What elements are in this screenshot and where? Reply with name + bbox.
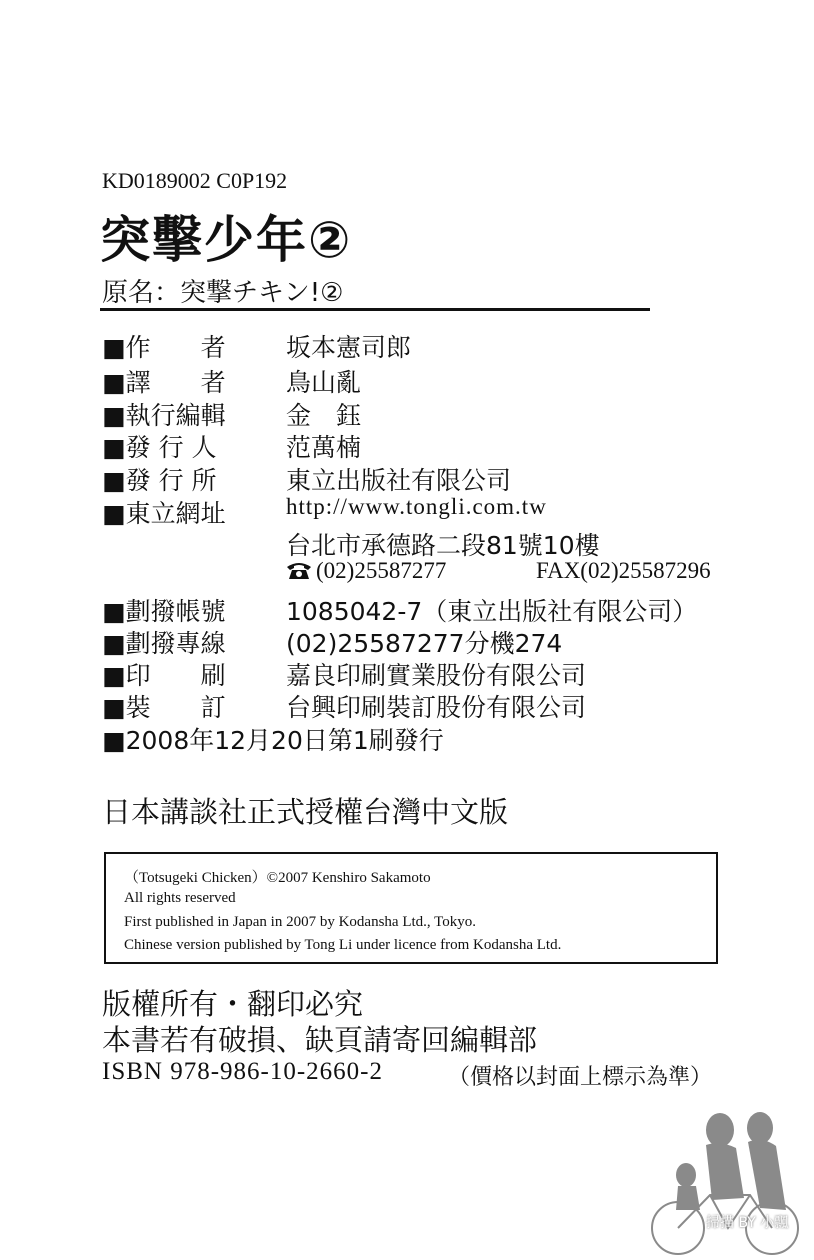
credit-value: 東立出版社有限公司 (286, 466, 512, 495)
credit-value: 范萬楠 (286, 433, 362, 462)
rights-reserved: 版權所有・翻印必究 (102, 987, 364, 1021)
copyright-line: All rights reserved (124, 890, 236, 906)
telephone-icon (286, 560, 312, 580)
credit-label: ■東立網址 (102, 499, 226, 528)
phone-line (286, 558, 446, 584)
address: 台北市承德路二段81號10樓 (286, 531, 600, 560)
credit-value: 1085042-7（東立出版社有限公司） (286, 597, 698, 626)
credit-value: 坂本憲司郎 (286, 333, 412, 362)
credit-label: ■裝 訂 (102, 693, 226, 722)
damaged-notice: 本書若有破損、缺頁請寄回編輯部 (102, 1023, 538, 1057)
credit-label: ■發 行 所 (102, 466, 217, 495)
credit-label: ■劃撥專線 (102, 629, 226, 658)
price-note: （價格以封面上標示為準） (448, 1065, 713, 1090)
credit-label: ■發 行 人 (102, 433, 217, 462)
isbn: ISBN 978-986-10-2660-2 (102, 1058, 384, 1085)
phone-number: (02)25587277 (316, 558, 447, 583)
watermark-bicycle-icon (640, 1100, 810, 1260)
original-title: 原名：突撃チキン!② (102, 278, 344, 308)
credit-label: ■譯 者 (102, 368, 226, 397)
credit-label: ■作 者 (102, 333, 226, 362)
copyright-box (104, 852, 718, 964)
copyright-line: Chinese version published by Tong Li under licence from Kodansha Ltd. (124, 937, 562, 953)
credit-value: (02)25587277分機274 (286, 629, 563, 658)
product-code: KD0189002 C0P192 (102, 168, 288, 193)
credit-label: ■執行編輯 (102, 401, 226, 430)
credit-value: 鳥山亂 (286, 368, 362, 397)
credit-label: ■印 刷 (102, 661, 226, 690)
credit-value: 金 鈺 (286, 401, 362, 430)
print-date: ■2008年12月20日第1刷發行 (102, 726, 444, 755)
credit-value: 嘉良印刷實業股份有限公司 (286, 661, 587, 690)
book-title: 突擊少年② (100, 211, 353, 269)
credit-value: 台興印刷裝訂股份有限公司 (286, 693, 587, 722)
copyright-line: （Totsugeki Chicken）©2007 Kenshiro Sakamoto (124, 870, 431, 886)
watermark-text: 掃描 BY 小飄 (706, 1215, 789, 1231)
website-url[interactable]: http://www.tongli.com.tw (286, 494, 547, 519)
license-statement: 日本講談社正式授權台灣中文版 (102, 795, 509, 829)
fax-number: FAX(02)25587296 (536, 558, 711, 583)
credit-label: ■劃撥帳號 (102, 597, 226, 626)
copyright-line: First published in Japan in 2007 by Kodansha Ltd., Tokyo. (124, 914, 476, 930)
title-divider (100, 308, 650, 311)
